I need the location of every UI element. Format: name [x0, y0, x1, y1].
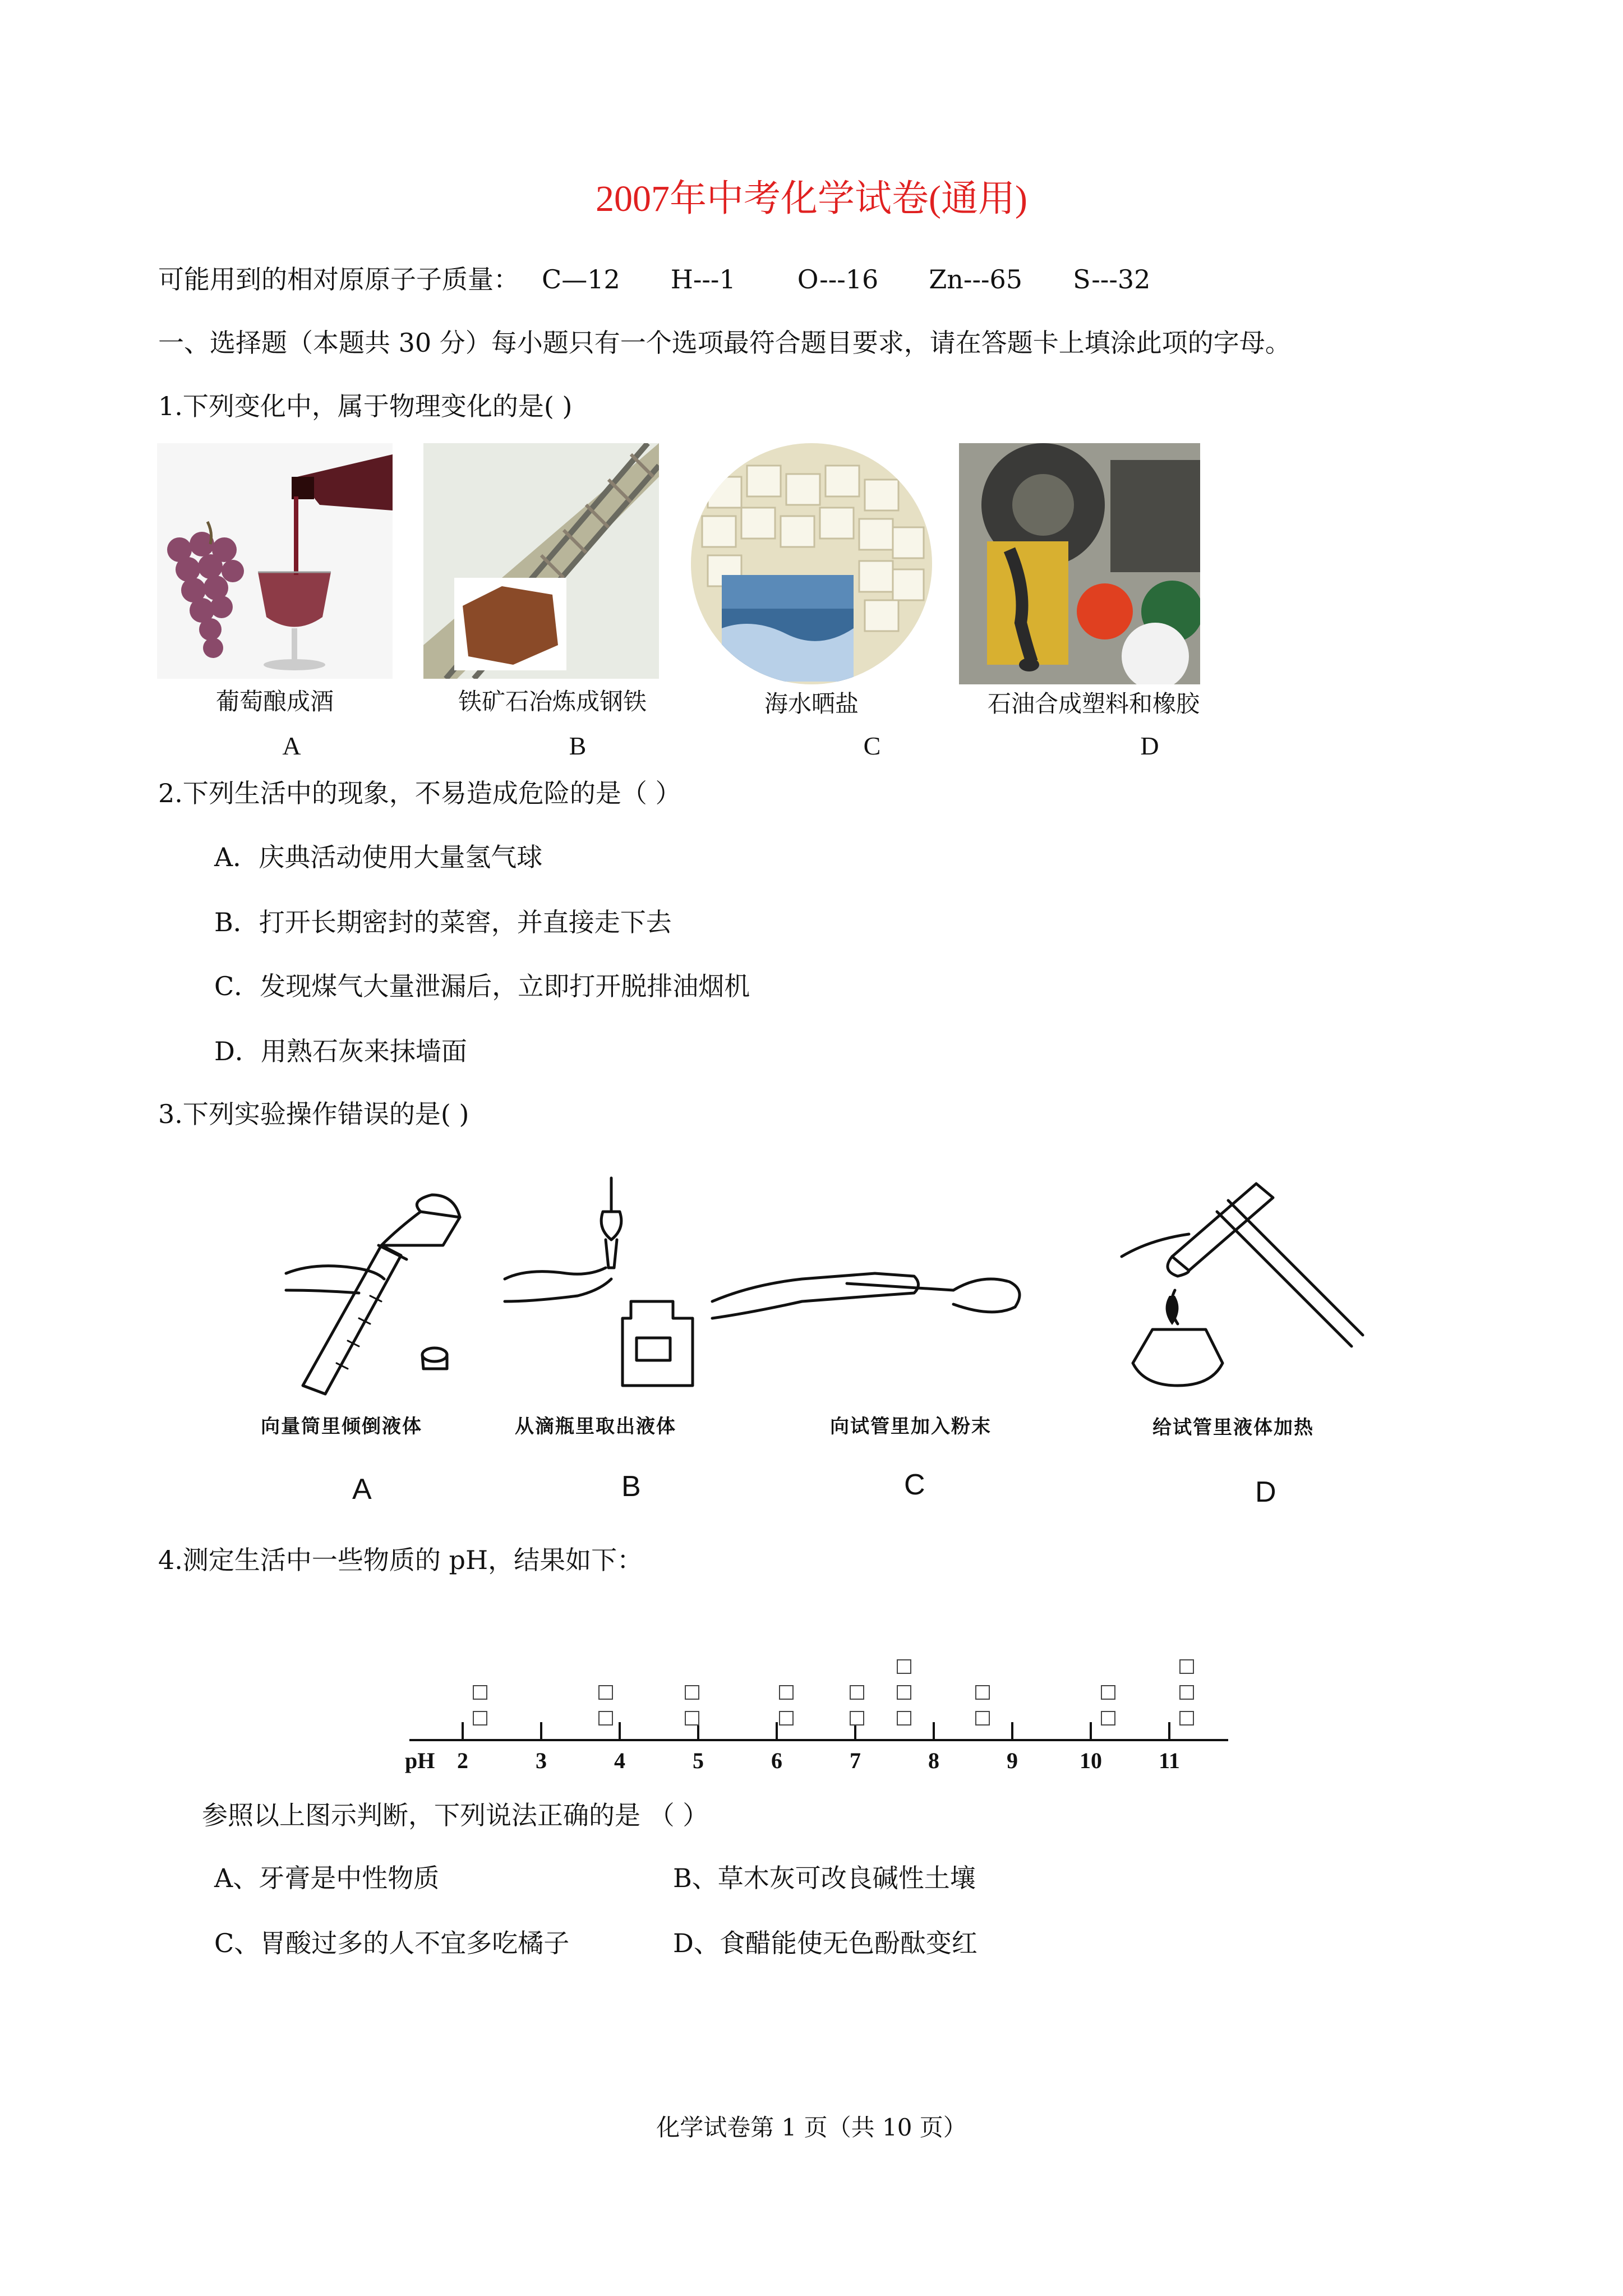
apparatus-caption: 给试管里液体加热	[1152, 1416, 1314, 1439]
railway-photo	[423, 443, 659, 679]
option-letter: A	[282, 731, 301, 760]
substance-marker	[685, 1711, 699, 1726]
ph-axis-line	[409, 1739, 1228, 1741]
atomic-masses-label: 可能用到的相对原原子子质量：	[158, 264, 519, 295]
ph-tick-label: 11	[1159, 1748, 1180, 1773]
option-text: D、食醋能使无色酚酞变红	[673, 1928, 978, 1958]
question-4-prompt: 参照以上图示判断，下列说法正确的是 （ ）	[202, 1800, 709, 1830]
atomic-mass-item: S---32	[1073, 264, 1151, 295]
apparatus-letter: C	[904, 1469, 925, 1501]
apparatus-letter: A	[352, 1473, 372, 1506]
option-text: C、胃酸过多的人不宜多吃橘子	[214, 1928, 570, 1958]
substance-marker	[598, 1685, 613, 1700]
ph-tick	[1090, 1722, 1092, 1740]
substance-marker	[897, 1685, 911, 1700]
apparatus-caption: 从滴瓶里取出液体	[515, 1415, 676, 1438]
ph-tick-label: 8	[928, 1748, 939, 1773]
option-caption: 铁矿石冶炼成钢铁	[458, 688, 647, 715]
apparatus-letter: B	[621, 1470, 641, 1503]
ph-tick-label: 6	[771, 1748, 782, 1773]
ph-tick-label: 4	[614, 1748, 625, 1773]
ph-tick	[540, 1722, 542, 1740]
ph-tick-label: 9	[1007, 1748, 1018, 1773]
substance-marker	[1101, 1711, 1115, 1726]
ph-tick	[776, 1722, 778, 1740]
substance-marker	[779, 1711, 794, 1726]
ph-tick	[933, 1722, 935, 1740]
atomic-mass-item: H---1	[670, 264, 736, 295]
option-caption: 葡萄酿成酒	[215, 688, 334, 715]
option-text: A、牙膏是中性物质	[214, 1863, 440, 1893]
ph-scale	[405, 1638, 1228, 1773]
option-letter: B	[569, 731, 587, 760]
ph-tick-label: 2	[457, 1748, 468, 1773]
salt-photo	[691, 443, 932, 684]
substance-marker	[975, 1685, 990, 1700]
lab-operations-drawing	[264, 1161, 1419, 1402]
substance-marker	[897, 1711, 911, 1726]
atomic-mass-item: O---16	[797, 264, 879, 295]
substance-marker	[473, 1685, 487, 1700]
ph-tick-label: 10	[1080, 1748, 1102, 1773]
apparatus-caption: 向试管里加入粉末	[830, 1415, 992, 1438]
substance-marker	[1179, 1685, 1194, 1700]
substance-marker	[897, 1659, 911, 1674]
option-text: A．庆典活动使用大量氢气球	[214, 842, 543, 872]
ph-tick	[1168, 1722, 1170, 1740]
question-1-stem: 1.下列变化中，属于物理变化的是( )	[158, 391, 573, 421]
atomic-mass-item: Zn---65	[929, 264, 1023, 295]
ph-axis-label: pH	[405, 1748, 435, 1773]
ph-tick-label: 5	[693, 1748, 704, 1773]
ph-tick	[462, 1722, 464, 1740]
substance-marker	[1101, 1685, 1115, 1700]
substance-marker	[850, 1711, 864, 1726]
substance-marker	[850, 1685, 864, 1700]
substance-marker	[473, 1711, 487, 1726]
option-text: C．发现煤气大量泄漏后，立即打开脱排油烟机	[214, 971, 750, 1001]
option-caption: 石油合成塑料和橡胶	[987, 690, 1200, 717]
question-4-stem: 4.测定生活中一些物质的 pH，结果如下：	[158, 1545, 643, 1575]
substance-marker	[598, 1711, 613, 1726]
ph-tick-label: 3	[536, 1748, 547, 1773]
substance-marker	[685, 1685, 699, 1700]
apparatus-letter: D	[1255, 1476, 1276, 1508]
page-title: 2007年中考化学试卷(通用)	[596, 178, 1027, 219]
substance-marker	[975, 1711, 990, 1726]
tires-photo	[959, 443, 1200, 684]
page-footer: 化学试卷第 1 页（共 10 页）	[656, 2114, 967, 2141]
ph-tick	[1011, 1722, 1013, 1740]
ph-tick-label: 7	[850, 1748, 861, 1773]
atomic-masses	[158, 259, 1150, 296]
substance-marker	[779, 1685, 794, 1700]
option-letter: C	[863, 731, 881, 760]
option-text: B、草木灰可改良碱性土壤	[673, 1863, 976, 1893]
substance-marker	[1179, 1711, 1194, 1726]
wine-photo	[157, 443, 393, 679]
option-text: B．打开长期密封的菜窖，并直接走下去	[214, 907, 672, 937]
ph-tick	[619, 1722, 621, 1740]
section-heading: 一、选择题（本题共 30 分）每小题只有一个选项最符合题目要求，请在答题卡上填涂此项的字母。	[158, 328, 1291, 358]
substance-marker	[1179, 1659, 1194, 1674]
option-letter: D	[1140, 731, 1159, 760]
apparatus-caption: 向量筒里倾倒液体	[261, 1415, 422, 1438]
option-text: D．用熟石灰来抹墙面	[214, 1036, 467, 1066]
atomic-mass-item: C—12	[542, 264, 620, 295]
question-2-stem: 2.下列生活中的现象，不易造成危险的是（ ）	[158, 778, 681, 808]
option-caption: 海水晒盐	[764, 690, 859, 717]
question-3-stem: 3.下列实验操作错误的是( )	[158, 1099, 469, 1129]
